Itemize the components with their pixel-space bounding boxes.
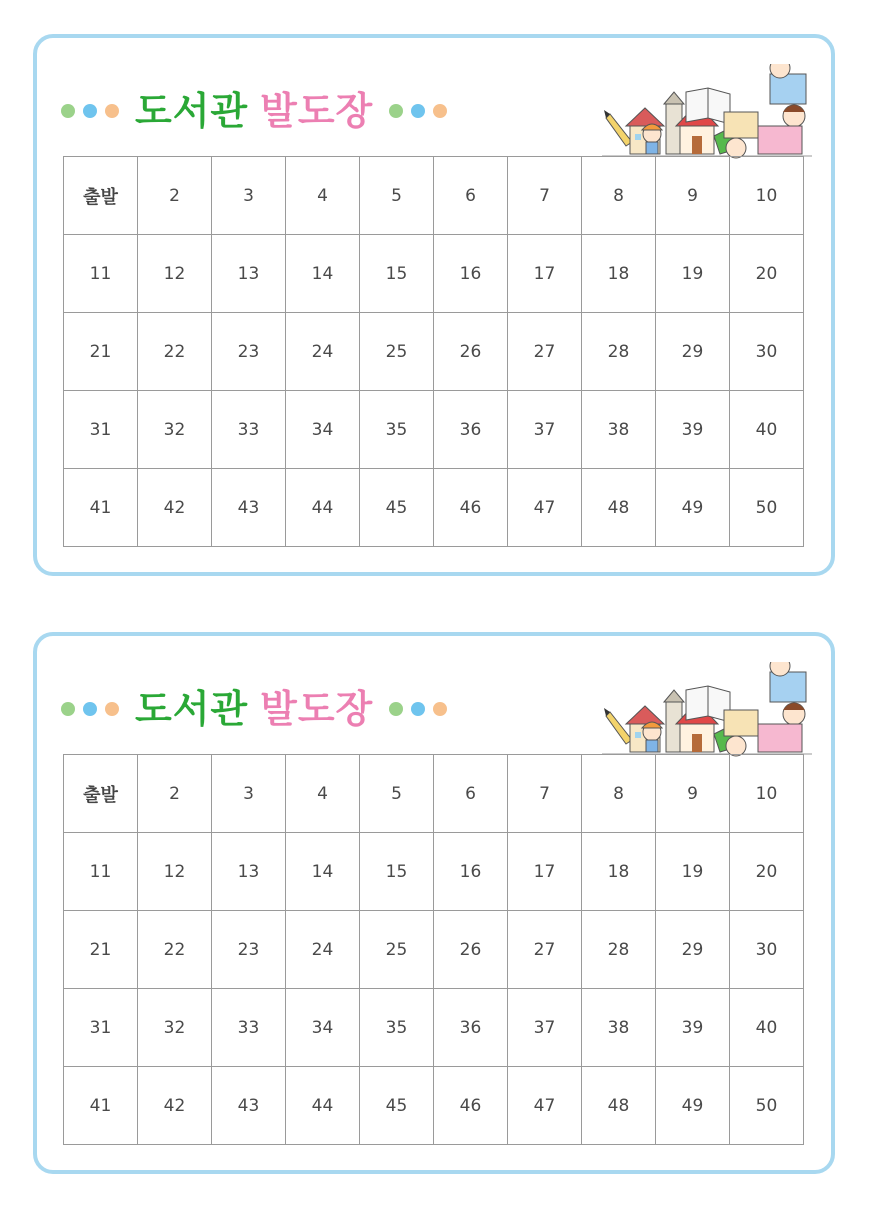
stamp-cell[interactable]: 11: [64, 833, 138, 911]
stamp-cell[interactable]: 26: [434, 313, 508, 391]
stamp-cell[interactable]: 39: [656, 989, 730, 1067]
stamp-cell[interactable]: 5: [360, 755, 434, 833]
stamp-cell[interactable]: 35: [360, 989, 434, 1067]
stamp-cell[interactable]: 14: [286, 833, 360, 911]
stamp-cell[interactable]: 7: [508, 157, 582, 235]
stamp-cell[interactable]: 8: [582, 755, 656, 833]
stamp-cell[interactable]: 21: [64, 911, 138, 989]
stamp-cell[interactable]: 37: [508, 989, 582, 1067]
stamp-cell[interactable]: 41: [64, 1067, 138, 1145]
stamp-cell[interactable]: 10: [730, 157, 804, 235]
title-word-footprint: 발도장: [260, 89, 374, 133]
stamp-cell[interactable]: 7: [508, 755, 582, 833]
stamp-cell[interactable]: 6: [434, 755, 508, 833]
stamp-cell[interactable]: 23: [212, 911, 286, 989]
stamp-cell[interactable]: 43: [212, 1067, 286, 1145]
dot-icon: [433, 104, 447, 118]
stamp-cell[interactable]: 39: [656, 391, 730, 469]
stamp-cell[interactable]: 31: [64, 391, 138, 469]
dot-icon: [389, 104, 403, 118]
stamp-cell[interactable]: 19: [656, 235, 730, 313]
start-cell[interactable]: 출발: [64, 755, 138, 833]
stamp-cell[interactable]: 22: [138, 911, 212, 989]
stamp-cell[interactable]: 11: [64, 235, 138, 313]
stamp-cell[interactable]: 2: [138, 157, 212, 235]
stamp-cell[interactable]: 10: [730, 755, 804, 833]
table-row: [64, 755, 804, 833]
stamp-cell[interactable]: 47: [508, 1067, 582, 1145]
title-word-footprint: 발도장: [260, 687, 374, 731]
dot-icon: [389, 702, 403, 716]
stamp-cell[interactable]: 41: [64, 469, 138, 547]
stamp-cell[interactable]: 28: [582, 911, 656, 989]
dot-icon: [61, 702, 75, 716]
stamp-cell[interactable]: 21: [64, 313, 138, 391]
table-row: [64, 391, 804, 469]
dot-icon: [83, 702, 97, 716]
stamp-cell[interactable]: 19: [656, 833, 730, 911]
stamp-cell[interactable]: 45: [360, 469, 434, 547]
children-books-illustration: [602, 662, 812, 758]
decorative-dots-left: [61, 702, 119, 716]
stamp-cell[interactable]: 23: [212, 313, 286, 391]
stamp-cell[interactable]: 47: [508, 469, 582, 547]
stamp-cell[interactable]: 34: [286, 391, 360, 469]
stamp-cell[interactable]: 43: [212, 469, 286, 547]
stamp-cell[interactable]: 44: [286, 1067, 360, 1145]
stamp-card-1: [33, 34, 835, 576]
title-word-library: 도서관: [135, 687, 249, 731]
decorative-dots-right: [389, 104, 447, 118]
stamp-cell[interactable]: 3: [212, 755, 286, 833]
stamp-cell[interactable]: 18: [582, 833, 656, 911]
stamp-cell[interactable]: 49: [656, 469, 730, 547]
stamp-cell[interactable]: 31: [64, 989, 138, 1067]
stamp-cell[interactable]: 46: [434, 469, 508, 547]
stamp-cell[interactable]: 15: [360, 833, 434, 911]
stamp-cell[interactable]: 48: [582, 1067, 656, 1145]
decorative-dots-right: [389, 702, 447, 716]
stamp-cell[interactable]: 46: [434, 1067, 508, 1145]
card-title-row: [61, 684, 447, 734]
stamp-cell[interactable]: 38: [582, 391, 656, 469]
dot-icon: [83, 104, 97, 118]
stamp-cell[interactable]: 27: [508, 313, 582, 391]
stamp-cell[interactable]: 15: [360, 235, 434, 313]
table-row: [64, 989, 804, 1067]
children-books-illustration: [602, 64, 812, 160]
stamp-cell[interactable]: 25: [360, 911, 434, 989]
stamp-cell[interactable]: 28: [582, 313, 656, 391]
stamp-grid: [63, 156, 804, 547]
stamp-cell[interactable]: 36: [434, 989, 508, 1067]
stamp-cell[interactable]: 38: [582, 989, 656, 1067]
stamp-cell[interactable]: 12: [138, 235, 212, 313]
stamp-cell[interactable]: 37: [508, 391, 582, 469]
stamp-cell[interactable]: 48: [582, 469, 656, 547]
stamp-card-2: [33, 632, 835, 1174]
stamp-cell[interactable]: 32: [138, 989, 212, 1067]
stamp-cell[interactable]: 26: [434, 911, 508, 989]
title-word-library: 도서관: [135, 89, 249, 133]
dot-icon: [61, 104, 75, 118]
table-row: [64, 157, 804, 235]
stamp-cell[interactable]: 22: [138, 313, 212, 391]
stamp-cell[interactable]: 20: [730, 833, 804, 911]
table-row: [64, 235, 804, 313]
stamp-cell[interactable]: 16: [434, 235, 508, 313]
stamp-cell[interactable]: 27: [508, 911, 582, 989]
stamp-cell[interactable]: 2: [138, 755, 212, 833]
stamp-cell[interactable]: 30: [730, 911, 804, 989]
stamp-cell[interactable]: 9: [656, 157, 730, 235]
card-title: [135, 687, 374, 731]
stamp-cell[interactable]: 32: [138, 391, 212, 469]
dot-icon: [411, 702, 425, 716]
table-row: [64, 1067, 804, 1145]
stamp-cell[interactable]: 33: [212, 989, 286, 1067]
stamp-cell[interactable]: 50: [730, 1067, 804, 1145]
stamp-cell[interactable]: 6: [434, 157, 508, 235]
stamp-cell[interactable]: 36: [434, 391, 508, 469]
dot-icon: [433, 702, 447, 716]
dot-icon: [105, 702, 119, 716]
stamp-cell[interactable]: 24: [286, 313, 360, 391]
stamp-cell[interactable]: 25: [360, 313, 434, 391]
stamp-cell[interactable]: 13: [212, 833, 286, 911]
dot-icon: [105, 104, 119, 118]
stamp-grid: [63, 754, 804, 1145]
stamp-cell[interactable]: 20: [730, 235, 804, 313]
stamp-cell[interactable]: 4: [286, 755, 360, 833]
stamp-cell[interactable]: 30: [730, 313, 804, 391]
stamp-cell[interactable]: 17: [508, 235, 582, 313]
stamp-cell[interactable]: 14: [286, 235, 360, 313]
table-row: [64, 469, 804, 547]
stamp-cell[interactable]: 3: [212, 157, 286, 235]
start-cell[interactable]: 출발: [64, 157, 138, 235]
table-row: [64, 911, 804, 989]
stamp-cell[interactable]: 42: [138, 1067, 212, 1145]
stamp-cell[interactable]: 12: [138, 833, 212, 911]
card-title-row: [61, 86, 447, 136]
stamp-cell[interactable]: 13: [212, 235, 286, 313]
stamp-cell[interactable]: 17: [508, 833, 582, 911]
table-row: [64, 833, 804, 911]
stamp-cell[interactable]: 4: [286, 157, 360, 235]
stamp-cell[interactable]: 16: [434, 833, 508, 911]
stamp-cell[interactable]: 34: [286, 989, 360, 1067]
stamp-cell[interactable]: 40: [730, 391, 804, 469]
stamp-cell[interactable]: 29: [656, 911, 730, 989]
stamp-cell[interactable]: 18: [582, 235, 656, 313]
stamp-cell[interactable]: 24: [286, 911, 360, 989]
stamp-cell[interactable]: 9: [656, 755, 730, 833]
table-row: [64, 313, 804, 391]
stamp-cell[interactable]: 40: [730, 989, 804, 1067]
stamp-cell[interactable]: 5: [360, 157, 434, 235]
dot-icon: [411, 104, 425, 118]
stamp-cell[interactable]: 29: [656, 313, 730, 391]
stamp-cell[interactable]: 44: [286, 469, 360, 547]
card-title: [135, 89, 374, 133]
decorative-dots-left: [61, 104, 119, 118]
stamp-cell[interactable]: 50: [730, 469, 804, 547]
stamp-cell[interactable]: 35: [360, 391, 434, 469]
stamp-cell[interactable]: 8: [582, 157, 656, 235]
stamp-cell[interactable]: 33: [212, 391, 286, 469]
stamp-cell[interactable]: 42: [138, 469, 212, 547]
stamp-cell[interactable]: 49: [656, 1067, 730, 1145]
stamp-cell[interactable]: 45: [360, 1067, 434, 1145]
